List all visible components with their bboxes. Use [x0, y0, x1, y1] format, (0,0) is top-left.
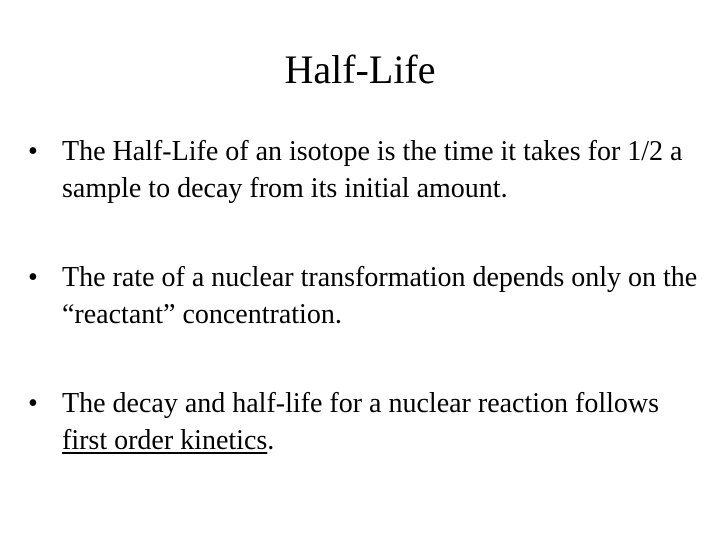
bullet-icon: •	[28, 388, 38, 419]
bullet-icon: •	[28, 136, 38, 167]
underlined-term: first order kinetics	[62, 425, 268, 456]
slide-title: Half-Life	[284, 47, 436, 92]
bullet-item	[28, 385, 708, 459]
bullet-item	[28, 133, 708, 207]
bullet-text-before: The decay and half-life for a nuclear reaction follows	[62, 388, 660, 419]
bullet-text: The Half-Life of an isotope is the time it takes for 1/2 a sample to decay from its initial amount.	[62, 136, 683, 204]
bullet-text	[62, 388, 659, 456]
bullet-item	[28, 259, 708, 333]
bullet-icon: •	[28, 262, 38, 293]
bullet-list	[28, 133, 708, 511]
bullet-text: The rate of a nuclear transformation depends only on the “reactant” concentration.	[62, 262, 698, 330]
bullet-text-after: .	[267, 425, 275, 456]
